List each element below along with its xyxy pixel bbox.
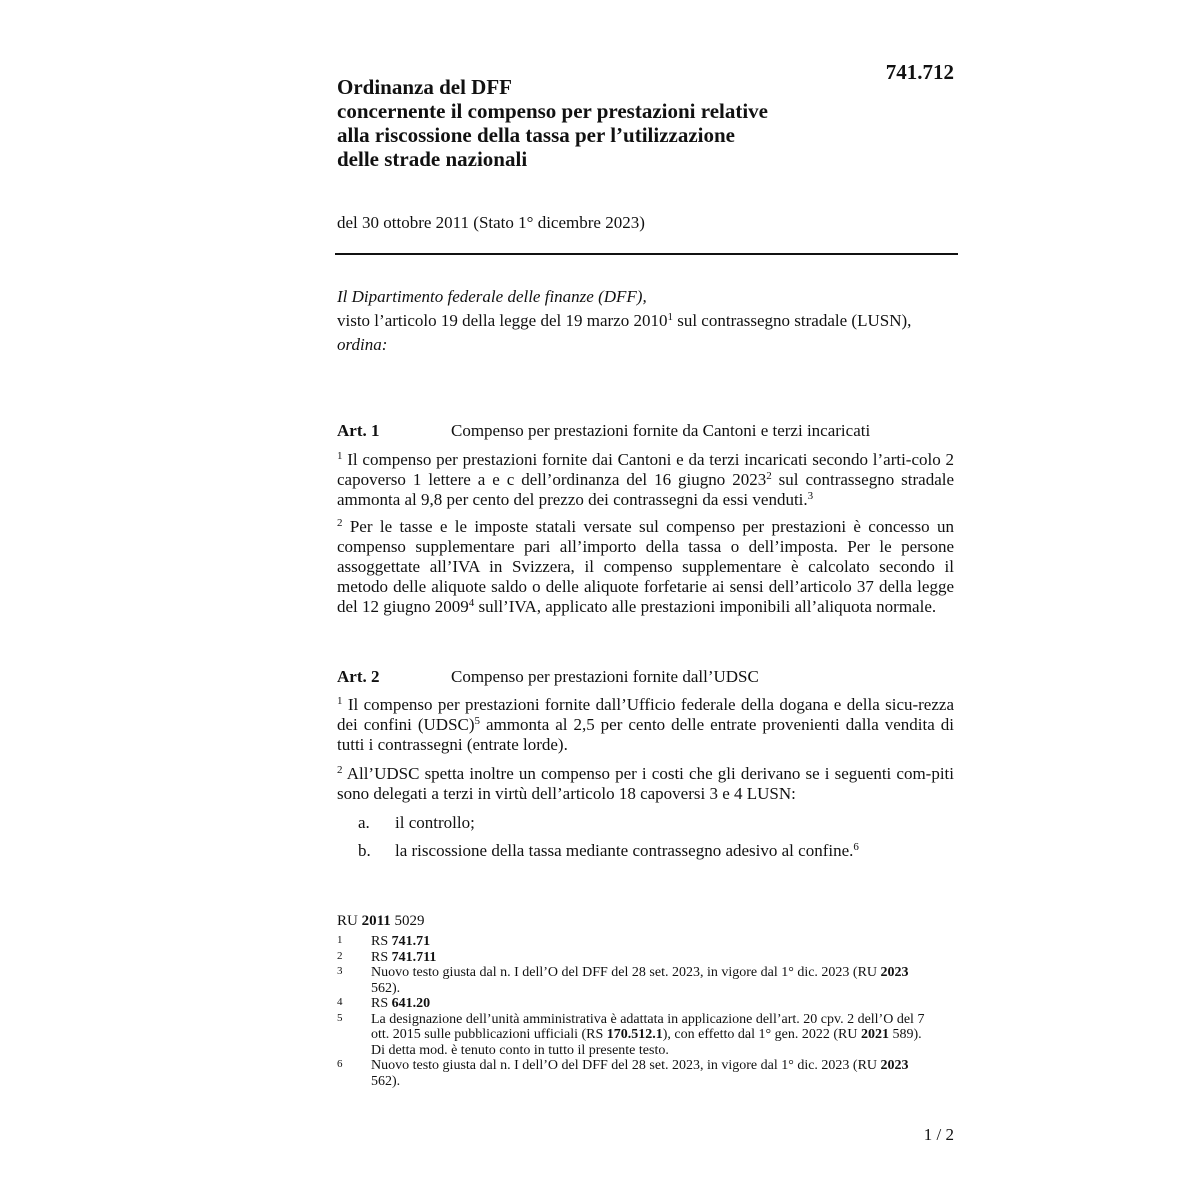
footnote-ref[interactable]: 3: [807, 490, 814, 502]
article-2-paragraph-2: [337, 764, 954, 804]
ru-reference: [337, 913, 425, 930]
ru-prefix: RU: [337, 913, 362, 929]
article-title: Compenso per prestazioni fornite da Cantoni e terzi incaricati: [451, 421, 871, 440]
paragraph-number: 2: [337, 517, 343, 529]
title-line: Ordinanza del DFF: [337, 75, 513, 99]
footnote-ref[interactable]: 6: [853, 841, 859, 853]
paragraph-number: 2: [337, 764, 343, 776]
footnote-text: [371, 965, 937, 996]
preamble-basis-text: visto l’articolo 19 della legge del 19 marzo 2010: [337, 311, 668, 330]
paragraph-text: Il compenso per prestazioni fornite dall’Ufficio federale della dogana e della sicu-rezza dei confini (UDSC): [337, 695, 954, 734]
paragraph-text: ammonta al 2,5 per cento delle entrate provenienti dalla vendita di tutti i contrassegni (entrate lorde).: [337, 715, 954, 754]
footnotes: [337, 934, 937, 1089]
preamble-basis: [337, 309, 957, 333]
footnote-2: [337, 950, 937, 966]
footnote-number: 4: [337, 996, 343, 1008]
footnote-number: 3: [337, 965, 343, 977]
footnote-text: [371, 950, 937, 966]
footnote-ref-bold[interactable]: 641.20: [391, 996, 431, 1011]
footnote-ref-bold[interactable]: 741.71: [391, 934, 431, 949]
list-text: il controllo;: [395, 813, 475, 832]
preamble: [337, 285, 957, 357]
list-letter: a.: [358, 813, 370, 832]
footnote-ref[interactable]: 4: [468, 597, 475, 609]
list-letter: b.: [358, 841, 371, 860]
preamble-decree: ordina:: [337, 335, 388, 354]
footnote-text-part: Nuovo testo giusta dal n. I dell’O del DFF del 28 set. 2023, in vigore dal 1° dic. 2023 (RU: [371, 965, 881, 980]
footnote-text-part: ), con effetto dal 1° gen. 2022 (RU: [662, 1027, 861, 1042]
article-1-paragraph-2: [337, 517, 954, 617]
list-item-a: [358, 813, 475, 833]
footnote-ref[interactable]: 5: [474, 715, 481, 727]
article-1-heading: [337, 421, 870, 441]
article-number: Art. 2: [337, 667, 380, 686]
footnote-text-part: Nuovo testo giusta dal n. I dell’O del DFF del 28 set. 2023, in vigore dal 1° dic. 2023 (RU: [371, 1058, 881, 1073]
footnote-text-part: RS: [371, 949, 392, 965]
footnote-text-part: 562).: [371, 1073, 401, 1089]
title-line: alla riscossione della tassa per l’utilizzazione: [337, 123, 735, 147]
article-title: Compenso per prestazioni fornite dall’UDSC: [451, 667, 759, 686]
footnote-text-part: RS: [371, 934, 392, 949]
title-line: delle strade nazionali: [337, 147, 528, 171]
footnote-text: [371, 1058, 937, 1089]
footnote-ref-bold[interactable]: 2023: [880, 1058, 909, 1073]
article-number: Art. 1: [337, 421, 380, 440]
footnote-text-part: La designazione dell’unità amministrativa è adattata in applicazione dell’art. 20 cpv. 2 dell’O del 7 ott. 2015 sulle pubblicazioni ufficiali (RS: [371, 1011, 925, 1042]
footnote-text-part: 562).: [371, 980, 401, 996]
footnote-number: 2: [337, 949, 343, 962]
footnote-number: 1: [337, 934, 343, 946]
footnote-ref[interactable]: 1: [667, 311, 673, 323]
footnote-text: [371, 996, 937, 1012]
paragraph-text: sul contrassegno stradale ammonta al 9,8 per cento del prezzo dei contrassegni da essi venduti.: [337, 470, 955, 509]
footnote-text-part: RS: [371, 996, 392, 1011]
paragraph-number: 1: [337, 695, 343, 707]
footnote-text: [371, 934, 937, 950]
document-date: del 30 ottobre 2011 (Stato 1° dicembre 2023): [337, 213, 645, 232]
article-2-heading: [337, 667, 759, 687]
article-2-paragraph-1: [337, 695, 954, 755]
page-number: 1 / 2: [923, 1125, 954, 1144]
preamble-authority: Il Dipartimento federale delle finanze (DFF),: [337, 287, 647, 306]
footnote-3: [337, 965, 937, 996]
footnote-ref-bold[interactable]: 2023: [880, 965, 909, 980]
ru-page: 5029: [390, 913, 425, 929]
paragraph-text: All’UDSC spetta inoltre un compenso per i costi che gli derivano se i seguenti com-piti sono delegati a terzi in virtù dell’articolo 18 capoversi 3 e 4 LUSN:: [337, 764, 954, 803]
list-item-b: [358, 841, 859, 861]
preamble-basis-text-end: sul contrassegno stradale (LUSN),: [672, 311, 912, 330]
footnote-5: [337, 1012, 937, 1059]
footnote-6: [337, 1058, 937, 1089]
paragraph-text: sull’IVA, applicato alle prestazioni imponibili all’aliquota normale.: [474, 597, 937, 616]
list-text: la riscossione della tassa mediante contrassegno adesivo al confine.: [395, 841, 854, 860]
ru-year: 2011: [361, 913, 391, 929]
paragraph-number: 1: [337, 450, 343, 462]
footnote-ref-bold[interactable]: 2021: [860, 1027, 889, 1042]
paragraph-text: Il compenso per prestazioni fornite dai Cantoni e da terzi incaricati secondo l’arti-colo 2 capoverso 1 lettere a e c dell’ordinanza del 16 giugno 2023: [337, 450, 954, 489]
sr-number: 741.712: [885, 60, 954, 84]
header-divider: [335, 253, 958, 255]
footnote-number: 5: [337, 1011, 343, 1024]
footnote-1: [337, 934, 937, 950]
footnote-ref-bold[interactable]: 170.512.1: [606, 1027, 663, 1042]
article-1-paragraph-1: [337, 450, 954, 510]
footnote-number: 6: [337, 1058, 343, 1070]
document-title: [337, 75, 897, 171]
footnote-text-part: 589). Di detta mod. è tenuto conto in tutto il presente testo.: [371, 1027, 922, 1058]
title-line: concernente il compenso per prestazioni relative: [337, 99, 769, 123]
footnote-ref-bold[interactable]: 741.711: [391, 949, 437, 965]
footnote-ref[interactable]: 2: [766, 470, 772, 482]
paragraph-text: Per le tasse e le imposte statali versate sul compenso per prestazioni è concesso un compenso supplementare pari all’importo della tassa o dell’imposta. Per le persone assoggettate all’IVA in Svizzera, il compenso supplementare è calcolato secondo il metodo delle aliquote saldo o delle aliquote forfetarie ai sensi dell’articolo 37 della legge del 12 giugno 2009: [337, 517, 954, 616]
footnote-text: [371, 1012, 937, 1059]
footnote-4: [337, 996, 937, 1012]
